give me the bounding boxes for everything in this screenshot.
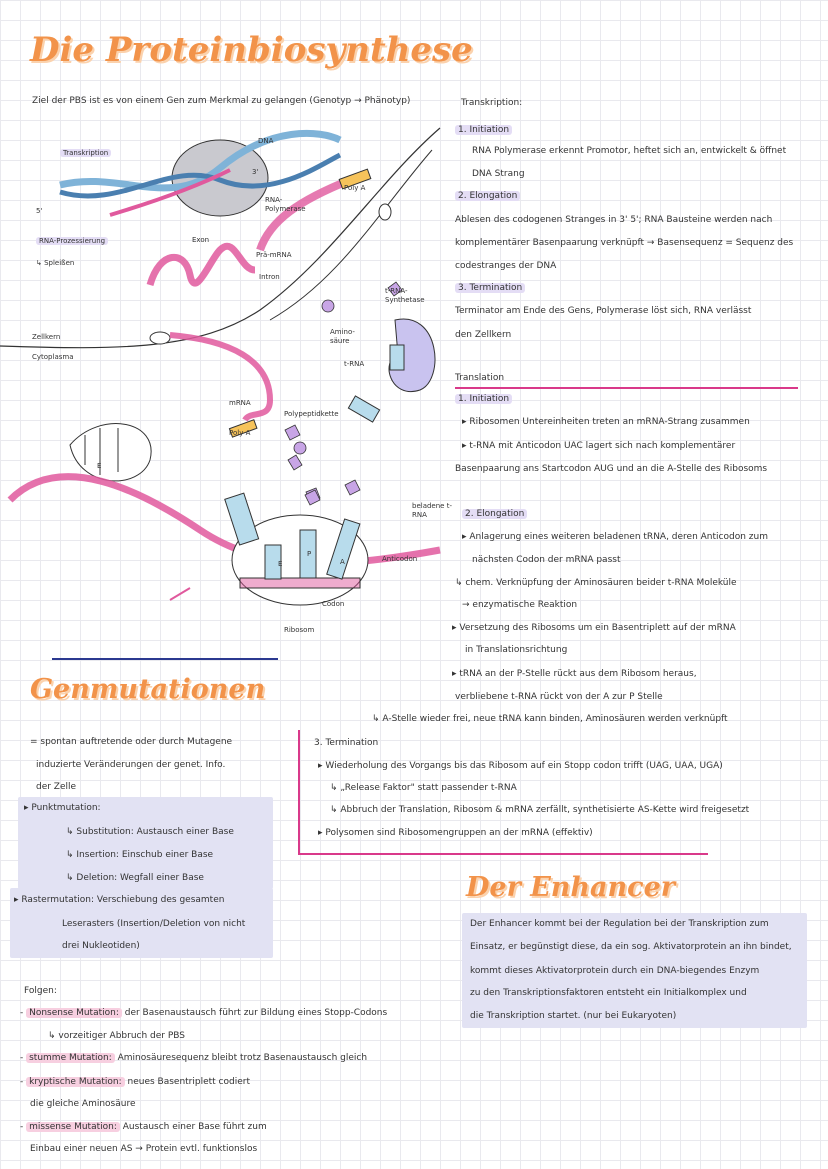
- label-polypeptide: Polypeptidkette: [284, 410, 339, 418]
- tx-elongation-line1: Ablesen des codogenen Stranges in 3' 5'; RNA Bausteine werden nach: [455, 215, 773, 225]
- tx-elongation-title: 2. Elongation: [455, 191, 520, 201]
- frameshift-line1: ▸ Rastermutation: Verschiebung des gesamten: [14, 895, 225, 905]
- tl-termination-line3: ↳ Abbruch der Translation, Ribosom & mRNA zerfällt, synthetisierte AS-Kette wird freigesetzt: [330, 805, 750, 815]
- missense-sub: Einbau einer neuen AS → Protein evtl. funktionslos: [30, 1144, 258, 1154]
- silent-text: Aminosäuresequenz bleibt trotz Basenaustausch gleich: [117, 1053, 368, 1063]
- label-loaded-trna: beladene t-RNA: [412, 502, 452, 519]
- label-anticodon: Anticodon: [382, 555, 418, 563]
- label-pre-mrna: Prä-mRNA: [256, 251, 292, 259]
- mut-intro-line1: = spontan auftretende oder durch Mutagene: [30, 737, 233, 747]
- point-insertion: ↳ Insertion: Einschub einer Base: [66, 850, 214, 860]
- transcription-heading: Transkription:: [461, 98, 523, 108]
- tl-initiation-line1: ▸ Ribosomen Untereinheiten treten an mRNA-Strang zusammen: [462, 417, 750, 427]
- tx-elongation-line3: codestranges der DNA: [455, 261, 557, 271]
- mutation-divider: [52, 658, 278, 660]
- tx-initiation-line1: RNA Polymerase erkennt Promotor, heftet sich an, entwickelt & öffnet: [472, 146, 787, 156]
- translation-divider: [455, 387, 798, 389]
- cryptic-sub: die gleiche Aminosäure: [30, 1099, 136, 1109]
- tl-initiation-title: 1. Initiation: [455, 394, 512, 404]
- label-rna-polymerase: RNA-Polymerase: [265, 196, 306, 213]
- label-splicing: ↳ Spleißen: [36, 259, 75, 267]
- enhancer-line4: zu den Transkriptionsfaktoren entsteht ein Initialkomplex und: [470, 988, 747, 998]
- termination-vertical-rule: [298, 730, 300, 855]
- nonsense-label: Nonsense Mutation:: [26, 1008, 122, 1018]
- exon-loops: [150, 246, 255, 285]
- point-deletion: ↳ Deletion: Wegfall einer Base: [66, 873, 204, 883]
- label-exon: Exon: [192, 236, 210, 244]
- nonsense-text: der Basenaustausch führt zur Bildung eines Stopp-Codons: [124, 1008, 388, 1018]
- tx-elongation-line2: komplementärer Basenpaarung verknüpft → Basensequenz = Sequenz des: [455, 238, 794, 248]
- ribosome-subunit-shape: [70, 424, 151, 481]
- label-intron: Intron: [259, 273, 280, 281]
- intro-text: Ziel der PBS ist es von einem Gen zum Merkmal zu gelangen (Genotyp → Phänotyp): [32, 96, 411, 106]
- cryptic-text: neues Basentriplett codiert: [127, 1077, 250, 1087]
- nuclear-pore: [150, 332, 170, 344]
- tl-elongation-line4: → enzymatische Reaktion: [462, 600, 578, 610]
- enhancer-line5: die Transkription startet. (nur bei Eukaryoten): [470, 1011, 677, 1021]
- tx-termination-title: 3. Termination: [455, 283, 525, 293]
- termination-horizontal-rule: [298, 853, 708, 855]
- tl-termination-line4: ▸ Polysomen sind Ribosomengruppen an der mRNA (effektiv): [318, 828, 593, 838]
- label-ribosome: Ribosom: [284, 626, 315, 634]
- tl-termination-line1: ▸ Wiederholung des Vorgangs bis das Ribosom auf ein Stopp codon trifft (UAG, UAA, UGA): [318, 761, 723, 771]
- mrna-strand: [10, 477, 440, 563]
- label-dna: DNA: [258, 137, 274, 145]
- point-mutation-title: ▸ Punktmutation:: [24, 803, 101, 813]
- label-cytoplasm: Cytoplasma: [32, 353, 74, 361]
- tl-elongation-line6: in Translationsrichtung: [465, 645, 568, 655]
- enhancer-title: Der Enhancer: [466, 872, 676, 903]
- label-three-prime: 3': [252, 168, 259, 176]
- label-site-e-small: E: [97, 462, 102, 470]
- tl-termination-line2: ↳ „Release Faktor" statt passender t-RNA: [330, 783, 517, 793]
- label-trna-synthetase: t-RNA-Synthetase: [385, 287, 425, 304]
- protein-biosynthesis-diagram: [0, 110, 460, 650]
- cryptic-label: kryptische Mutation:: [26, 1077, 125, 1087]
- tx-initiation-title: 1. Initiation: [455, 125, 512, 135]
- label-nucleus: Zellkern: [32, 333, 61, 341]
- tl-elongation-title: 2. Elongation: [462, 509, 527, 519]
- label-trna: t-RNA: [344, 360, 365, 368]
- enhancer-line3: kommt dieses Aktivatorprotein durch ein DNA-biegendes Enzym: [470, 966, 760, 976]
- tx-termination-line2: den Zellkern: [455, 330, 512, 340]
- tl-elongation-line3: ↳ chem. Verknüpfung der Aminosäuren beider t-RNA Moleküle: [455, 578, 737, 588]
- label-five-prime: 5': [36, 207, 43, 215]
- label-amino-acid: Amino-säure: [330, 328, 355, 345]
- tl-elongation-line9: ↳ A-Stelle wieder frei, neue tRNA kann binden, Aminosäuren werden verknüpft: [372, 714, 728, 724]
- frameshift-line2: Leserasters (Insertion/Deletion von nicht: [62, 919, 246, 929]
- label-poly-a-top: Poly A: [344, 184, 366, 192]
- tl-initiation-line2: ▸ t-RNA mit Anticodon UAC lagert sich nach komplementärer: [462, 441, 736, 451]
- translation-heading: Translation: [455, 373, 505, 383]
- trna-shape: [348, 396, 379, 422]
- label-rna-processing: RNA-Prozessierung: [36, 237, 108, 245]
- nuclear-pore: [379, 204, 391, 220]
- trna-shape: [390, 345, 404, 370]
- label-site-a: A: [340, 558, 345, 566]
- enhancer-line2: Einsatz, er begünstigt diese, da ein sog. Aktivatorprotein an ihn bindet,: [470, 942, 792, 952]
- label-mrna: mRNA: [229, 399, 251, 407]
- silent-label: stumme Mutation:: [26, 1053, 115, 1063]
- mrna-export: [170, 335, 270, 420]
- enhancer-line1: Der Enhancer kommt bei der Regulation bei der Transkription zum: [470, 919, 769, 929]
- missense-text: Austausch einer Base führt zum: [122, 1122, 267, 1132]
- mut-intro-line2: induzierte Veränderungen der genet. Info.: [36, 760, 226, 770]
- tl-elongation-line1: ▸ Anlagerung eines weiteren beladenen tRNA, deren Anticodon zum: [462, 532, 768, 542]
- tl-termination-title: 3. Termination: [314, 738, 379, 748]
- nonsense-sub: ↳ vorzeitiger Abbruch der PBS: [48, 1031, 186, 1041]
- tl-elongation-line8: verbliebene t-RNA rückt von der A zur P Stelle: [455, 692, 663, 702]
- tx-termination-line1: Terminator am Ende des Gens, Polymerase löst sich, RNA verlässt: [455, 306, 752, 316]
- tl-initiation-line3: Basenpaarung ans Startcodon AUG und an die A-Stelle des Ribosoms: [455, 464, 768, 474]
- tl-elongation-line2: nächsten Codon der mRNA passt: [472, 555, 621, 565]
- label-transkription: Transkription: [60, 149, 111, 157]
- label-site-p: P: [307, 550, 312, 558]
- mut-intro-line3: der Zelle: [36, 782, 77, 792]
- gene-mutations-title: Genmutationen: [30, 674, 266, 705]
- translation-direction-arrow: [170, 588, 190, 600]
- tl-elongation-line7: ▸ tRNA an der P-Stelle rückt aus dem Ribosom heraus,: [452, 669, 697, 679]
- tx-initiation-line2: DNA Strang: [472, 169, 525, 179]
- label-poly-a-bottom: Poly A: [229, 429, 251, 437]
- frameshift-line3: drei Nukleotiden): [62, 941, 140, 951]
- page-title: Die Proteinbiosynthese: [30, 30, 473, 70]
- amino-acids: [285, 282, 402, 502]
- point-substitution: ↳ Substitution: Austausch einer Base: [66, 827, 234, 837]
- consequences-title: Folgen:: [24, 986, 57, 996]
- trna-leaving: [225, 493, 259, 545]
- missense-label: missense Mutation:: [26, 1122, 120, 1132]
- label-codon: Codon: [322, 600, 345, 608]
- tl-elongation-line5: ▸ Versetzung des Ribosoms um ein Basentriplett auf der mRNA: [452, 623, 736, 633]
- amino-acids-chain: [305, 480, 360, 505]
- label-site-e: E: [278, 560, 283, 568]
